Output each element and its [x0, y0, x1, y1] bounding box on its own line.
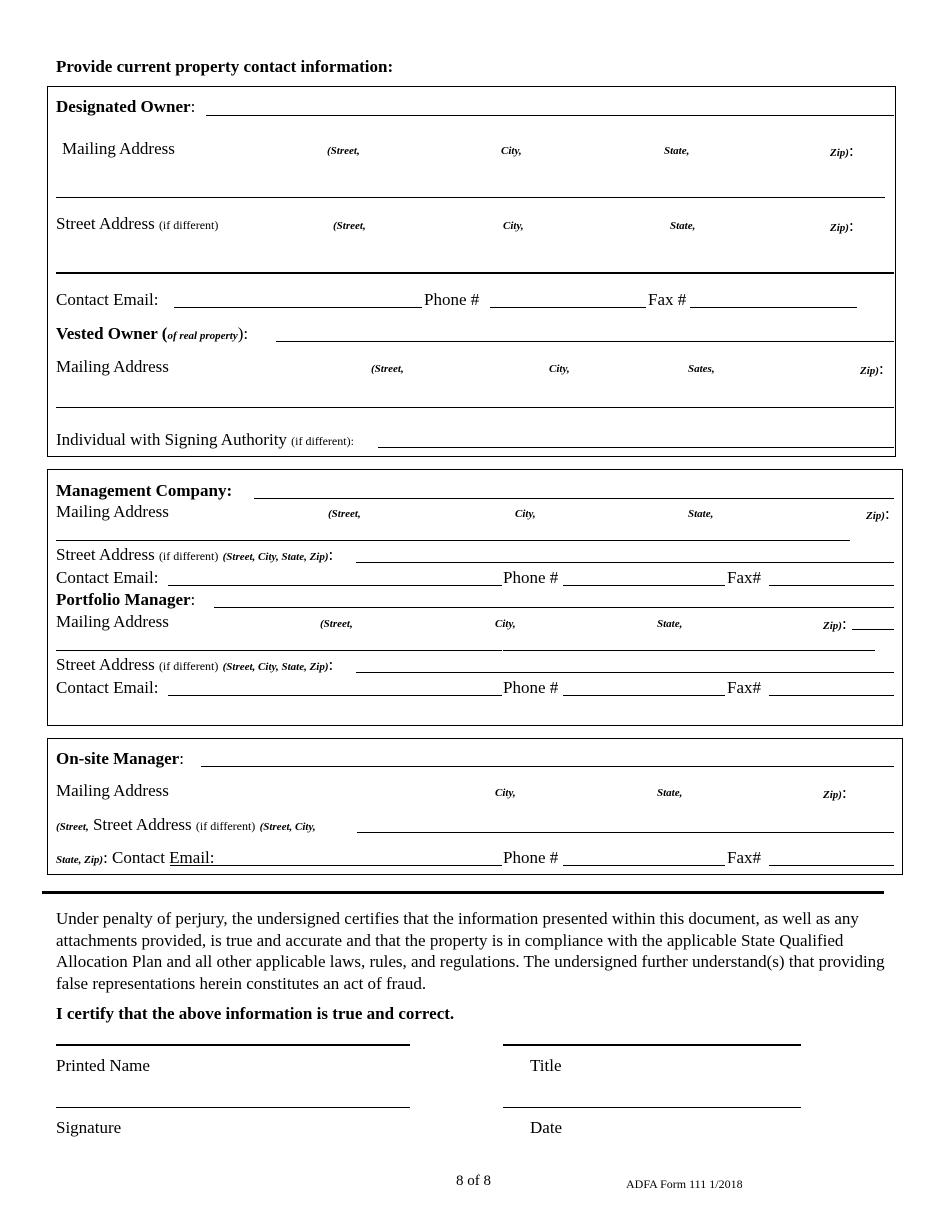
addr-state: State,	[657, 787, 683, 799]
management-contact-email-label: Contact Email:	[56, 568, 159, 587]
signing-authority-input[interactable]	[378, 430, 894, 448]
management-phone-input[interactable]	[563, 568, 725, 586]
addr-city: City,	[495, 618, 516, 630]
management-mailing-label: Mailing Address	[56, 502, 169, 521]
signature-input[interactable]	[56, 1107, 410, 1108]
management-street-input[interactable]	[356, 545, 894, 563]
certification-paragraph: Under penalty of perjury, the undersigned certifies that the information presented within this document, as well as any attachments provided, is true and accurate and that the property is in compliance with the applicable State Qualified Allocation Plan and all other applicable laws, rules, and regulations. The undersigned further understand(s) that providing false representations herein constitutes an act of fraud.	[56, 909, 885, 993]
addr-street: (Street,	[371, 363, 404, 375]
portfolio-manager-label: Portfolio Manager:	[56, 590, 196, 609]
addr-street: (Street,	[333, 220, 366, 232]
addr-zip: Zip):	[830, 141, 854, 160]
onsite-phone-label: Phone #	[503, 848, 559, 867]
portfolio-street-label: Street Address (if different) (Street, City, State, Zip):	[56, 655, 334, 674]
vested-owner-input[interactable]	[276, 324, 894, 342]
addr-street: (Street,	[327, 145, 360, 157]
owner-fax-label: Fax #	[648, 290, 687, 309]
onsite-contact-email-label: State, Zip): Contact Email:	[56, 848, 215, 867]
designated-street-input[interactable]	[56, 272, 894, 274]
onsite-manager-input[interactable]	[201, 749, 894, 767]
form-id: ADFA Form 111 1/2018	[626, 1177, 743, 1191]
designated-owner-input[interactable]	[206, 98, 894, 116]
addr-city: City,	[501, 145, 522, 157]
management-company-label: Management Company:	[56, 481, 233, 500]
owner-phone-input[interactable]	[490, 290, 646, 308]
vested-owner-label: Vested Owner (of real property):	[56, 324, 249, 343]
owner-contact-email-label: Contact Email:	[56, 290, 159, 309]
management-contact-email-input[interactable]	[168, 568, 502, 586]
portfolio-contact-email-label: Contact Email:	[56, 678, 159, 697]
portfolio-mailing-label: Mailing Address	[56, 612, 169, 631]
designated-street-label: Street Address (if different)	[56, 214, 219, 233]
portfolio-mailing-input-cont[interactable]	[503, 633, 875, 651]
section-divider	[42, 891, 884, 894]
vested-mailing-input[interactable]	[56, 390, 894, 408]
signing-authority-label: Individual with Signing Authority (if different):	[56, 430, 354, 449]
addr-zip: Zip):	[830, 216, 854, 235]
designated-mailing-input[interactable]	[56, 178, 885, 198]
date-label: Date	[530, 1118, 563, 1137]
portfolio-contact-email-input[interactable]	[168, 678, 502, 696]
vested-mailing-label: Mailing Address	[56, 357, 169, 376]
printed-name-input[interactable]	[56, 1044, 410, 1046]
onsite-street-label: (Street, Street Address (if different) (Street, City,	[56, 815, 316, 834]
addr-zip: Zip):	[823, 783, 847, 802]
management-fax-input[interactable]	[769, 568, 894, 586]
addr-state: State,	[664, 145, 690, 157]
designated-mailing-label: Mailing Address	[62, 139, 175, 158]
management-company-input[interactable]	[254, 481, 894, 499]
onsite-manager-label: On-site Manager:	[56, 749, 184, 768]
onsite-street-input[interactable]	[357, 815, 894, 833]
portfolio-fax-input[interactable]	[769, 678, 894, 696]
management-phone-label: Phone #	[503, 568, 559, 587]
onsite-mailing-label: Mailing Address	[56, 781, 169, 800]
addr-city: City,	[503, 220, 524, 232]
addr-zip: Zip):	[860, 359, 884, 378]
portfolio-fax-label: Fax#	[727, 678, 761, 697]
date-input[interactable]	[503, 1107, 801, 1108]
onsite-fax-input[interactable]	[769, 848, 894, 866]
addr-street: (Street,	[328, 508, 361, 520]
portfolio-mailing-input[interactable]	[56, 633, 502, 651]
addr-city: City,	[495, 787, 516, 799]
addr-street: (Street,	[320, 618, 353, 630]
printed-name-label: Printed Name	[56, 1056, 150, 1075]
section-heading: Provide current property contact information:	[56, 57, 394, 76]
addr-state: Sates,	[688, 363, 715, 375]
addr-city: City,	[549, 363, 570, 375]
title-label: Title	[530, 1056, 562, 1075]
designated-owner-label: Designated Owner:	[56, 97, 196, 116]
management-fax-label: Fax#	[727, 568, 761, 587]
management-mailing-input[interactable]	[56, 523, 850, 541]
owner-phone-label: Phone #	[424, 290, 480, 309]
certification-statement: I certify that the above information is true and correct.	[56, 1004, 455, 1023]
onsite-contact-email-input[interactable]	[170, 848, 502, 866]
addr-state: State,	[688, 508, 714, 520]
owner-fax-input[interactable]	[690, 290, 857, 308]
signature-label: Signature	[56, 1118, 122, 1137]
addr-zip: Zip):	[823, 614, 847, 633]
addr-state: State,	[670, 220, 696, 232]
owner-contact-email-input[interactable]	[174, 290, 422, 308]
management-street-label: Street Address (if different) (Street, City, State, Zip):	[56, 545, 334, 564]
onsite-phone-input[interactable]	[563, 848, 725, 866]
portfolio-phone-input[interactable]	[563, 678, 725, 696]
portfolio-zip-input[interactable]	[852, 612, 894, 630]
portfolio-manager-input[interactable]	[214, 590, 894, 608]
title-input[interactable]	[503, 1044, 801, 1046]
addr-state: State,	[657, 618, 683, 630]
addr-zip: Zip):	[866, 504, 890, 523]
portfolio-street-input[interactable]	[356, 655, 894, 673]
addr-city: City,	[515, 508, 536, 520]
portfolio-phone-label: Phone #	[503, 678, 559, 697]
onsite-fax-label: Fax#	[727, 848, 761, 867]
page-number: 8 of 8	[456, 1173, 491, 1189]
